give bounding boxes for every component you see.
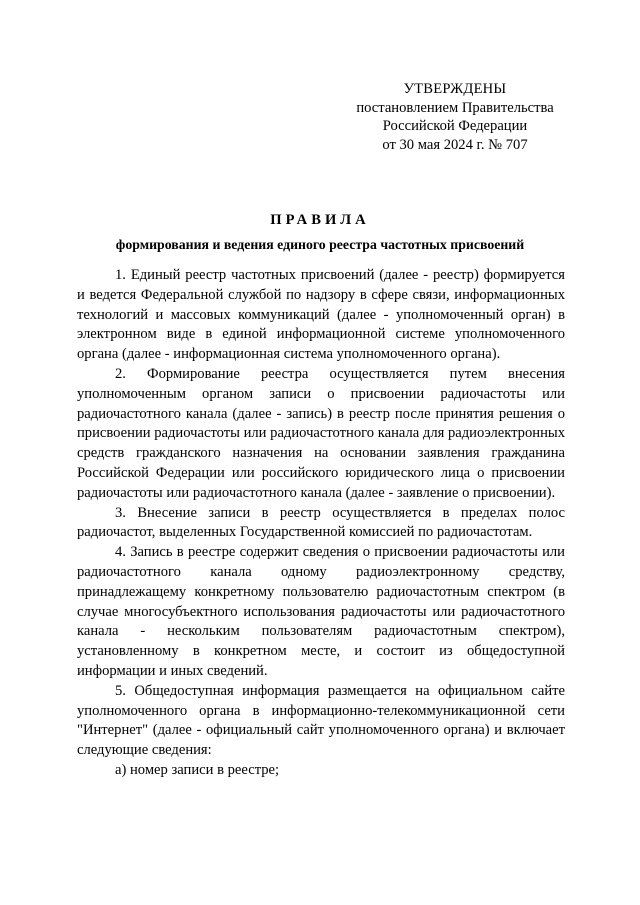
document-body: [77, 266, 565, 781]
paragraph-4: 4. Запись в реестре содержит сведения о присвоении радиочастоты или радиочастотного канала одному радиоэлектронному средству, принадлежащему конкретному пользователю радиочастотным спектром (в случае многосубъектного использования радиочастоты или радиочастотного канала - нескольким пользователям радиочастотным спектром), установленному в конкретном месте, и состоит из общедоступной информации и иных сведений.: [77, 544, 565, 679]
paragraph-5: 5. Общедоступная информация размещается на официальном сайте уполномоченного органа в информационно-телекоммуникационной сети "Интернет" (далее - официальный сайт уполномоченного органа) и включает следующие сведения:: [77, 682, 565, 759]
document-title: ПРАВИЛА: [270, 212, 370, 228]
approval-line-1: постановлением Правительства: [356, 99, 554, 116]
approval-stamp: [340, 80, 570, 154]
paragraph-3: 3. Внесение записи в реестр осуществляется в пределах полос радиочастот, выделенных Государственной комиссией по радиочастотам.: [77, 504, 565, 541]
paragraph-2: 2. Формирование реестра осуществляется путем внесения уполномоченным органом записи о присвоении радиочастоты или радиочастотного канала (далее - запись) в реестр после принятия решения о присвоении радиочастоты или радиочастотного канала для радиоэлектронных средств гражданского назначения на основании заявления гражданина Российской Федерации или российского юридического лица о присвоении радиочастоты или радиочастотного канала (далее - заявление о присвоении).: [77, 365, 565, 501]
paragraph-1: 1. Единый реестр частотных присвоений (далее - реестр) формируется и ведется Федеральной службой по надзору в сфере связи, информационных технологий и массовых коммуникаций (далее - уполномоченный орган) в электронном виде в единой информационной системе уполномоченного органа (далее - информационная система уполномоченного органа).: [77, 267, 565, 363]
document-subtitle: формирования и ведения единого реестра частотных присвоений: [115, 237, 525, 252]
paragraph-5a: а) номер записи в реестре;: [115, 761, 280, 778]
approval-line-3: от 30 мая 2024 г. № 707: [382, 136, 528, 153]
approval-heading: УТВЕРЖДЕНЫ: [403, 81, 507, 97]
approval-line-2: Российской Федерации: [382, 118, 528, 134]
